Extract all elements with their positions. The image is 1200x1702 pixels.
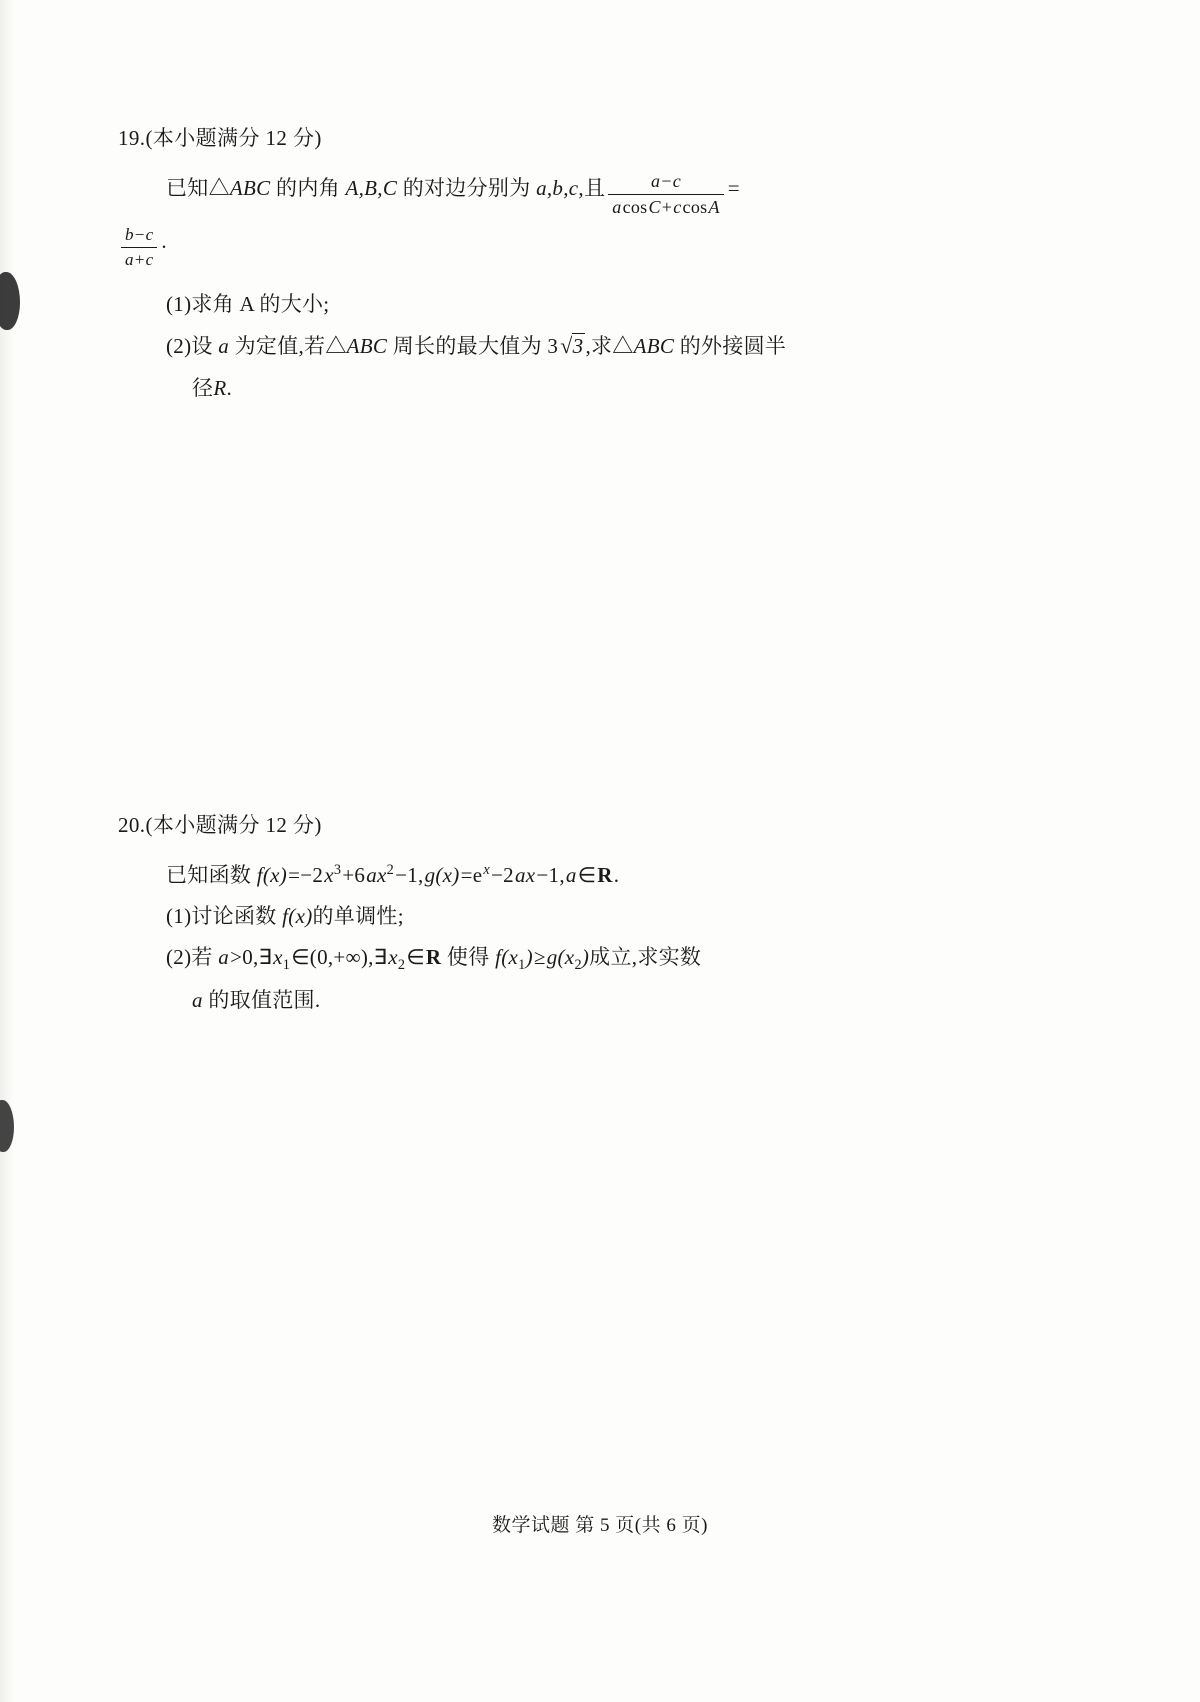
p20-text-a: 已知函数 — [166, 862, 257, 887]
radius-R: R — [213, 375, 227, 400]
fraction-left-denominator — [608, 195, 723, 219]
p20-plus-6: +6 — [342, 862, 366, 887]
p20-part3-text: 的取值范围. — [202, 987, 321, 1012]
var-x1: x — [273, 944, 283, 969]
problem-19-statement — [166, 168, 1078, 218]
real-numbers-symbol-2: R — [425, 944, 442, 969]
problem-19-part-1: (1)求角 A 的大小; — [166, 291, 330, 316]
statement-text-3: 的对边分别为 — [397, 176, 537, 200]
p20-part1-text-b: 的单调性; — [312, 903, 404, 928]
denominator-cos2: cos — [682, 196, 708, 217]
function-f-arg: (x) — [262, 862, 288, 887]
p20-interval-1: ∈(0,+∞),∃ — [291, 944, 388, 969]
p20-eq-2: =e — [460, 862, 483, 887]
problem-19-part-2-cont — [166, 368, 1078, 409]
triangle-symbol: △ — [208, 176, 230, 200]
problem-19 — [118, 122, 1078, 409]
subscript-2: 2 — [397, 956, 406, 973]
problem-20-statement — [166, 855, 1078, 896]
p20-part2-f: f — [495, 944, 502, 969]
p20-part1-f: f — [282, 903, 289, 928]
greater-equal-symbol: ≥ — [533, 944, 546, 969]
statement-text-lead: 已知 — [166, 176, 209, 200]
exponent-2: 2 — [386, 861, 395, 878]
part2-text-b: 为定值,若△ — [229, 333, 347, 358]
p20-period: . — [613, 862, 620, 887]
p20-element-of-2: ∈ — [406, 944, 425, 969]
problem-19-part-2 — [166, 325, 1078, 368]
angles-label: A,B,C — [345, 176, 398, 200]
part2-text-a: (2)设 — [166, 333, 219, 358]
fraction-right — [121, 224, 157, 270]
radical-sign: √ — [560, 332, 573, 358]
fraction-left — [608, 170, 723, 218]
statement-text-2: 的内角 — [270, 176, 346, 200]
p20-part1-fx: (x) — [288, 903, 313, 928]
problem-19-body — [118, 168, 1078, 409]
term-ax-squared: ax — [366, 862, 387, 887]
var-x2: x — [388, 944, 398, 969]
p20-part2-tail: 成立,求实数 — [589, 944, 702, 969]
vertical-work-space — [118, 409, 1078, 809]
p20-part2-text-a: (2)若 — [166, 944, 219, 969]
exponent-3: 3 — [333, 861, 342, 878]
part2-cont-text: 径 — [192, 375, 214, 400]
denominator-a: a — [612, 196, 622, 217]
fraction-right-denominator: a+c — [125, 249, 154, 269]
function-f: f — [256, 862, 263, 887]
denominator-c: c — [673, 196, 682, 217]
part2-abc-2: ABC — [633, 333, 675, 358]
scan-blot-artifact — [0, 272, 20, 330]
p20-part2-a: a — [218, 944, 230, 969]
scan-edge-artifact — [0, 0, 14, 1702]
p20-eq-1: =−2 — [288, 862, 324, 887]
problem-20 — [118, 809, 1078, 1021]
p20-part2-mid: 使得 — [441, 944, 496, 969]
term-ax: ax — [514, 862, 536, 887]
function-g-arg: (x) — [435, 862, 460, 887]
function-g: g — [424, 862, 436, 887]
triangle-abc-label: ABC — [229, 176, 271, 200]
subscript-2b: 2 — [574, 956, 582, 973]
part2-var-a: a — [218, 333, 230, 358]
p20-part2-gx2: (x — [557, 944, 575, 969]
subscript-1b: 1 — [518, 956, 526, 973]
real-numbers-symbol: R — [597, 862, 613, 887]
part2-text-e: 的外接圆半 — [674, 333, 787, 358]
p20-part2-gcl: ) — [581, 944, 590, 969]
p20-part2-fcl: ) — [525, 944, 533, 969]
page-content — [118, 122, 1078, 1021]
subscript-1: 1 — [282, 956, 291, 973]
denominator-cos1: cos — [622, 196, 648, 217]
denominator-plus: + — [661, 196, 673, 217]
part2-cont-period: . — [226, 375, 233, 400]
problem-20-body — [118, 855, 1078, 1021]
part2-text-c: 周长的最大值为 3 — [387, 333, 559, 358]
p20-part3-a: a — [192, 987, 203, 1012]
p20-part2-fx1: (x — [501, 944, 519, 969]
param-a: a — [565, 862, 577, 887]
fraction-left-numerator: a−c — [608, 170, 723, 195]
p20-minus-2: −2 — [491, 862, 514, 887]
problem-20-part-2-cont — [166, 980, 1078, 1021]
problem-20-part-1 — [166, 896, 1078, 937]
p20-minus-1b: −1, — [536, 862, 565, 887]
problem-20-heading: 20.(本小题满分 12 分) — [118, 812, 322, 837]
page-footer: 数学试题 第 5 页(共 6 页) — [492, 1515, 708, 1536]
radicand: 3 — [572, 333, 584, 358]
denominator-A: A — [708, 196, 720, 217]
sides-label: a,b,c — [536, 176, 579, 200]
part2-text-d: ,求△ — [585, 333, 634, 358]
sqrt-3 — [558, 325, 585, 368]
p20-part2-g: g — [546, 944, 558, 969]
element-of-symbol: ∈ — [577, 862, 597, 887]
p20-part1-text-a: (1)讨论函数 — [166, 903, 283, 928]
fraction-right-numerator: b−c — [121, 224, 157, 247]
statement-text-4: ,且 — [578, 176, 606, 200]
denominator-C: C — [648, 196, 661, 217]
exponent-x: x — [483, 861, 491, 878]
period-mark: . — [161, 228, 167, 253]
problem-19-equation-rhs — [118, 224, 1078, 270]
p20-part2-gt: >0,∃ — [230, 944, 273, 969]
problem-20-part-2 — [166, 937, 1078, 980]
p20-minus-1: −1, — [395, 862, 424, 887]
part2-abc: ABC — [346, 333, 388, 358]
equals-sign: = — [727, 176, 740, 200]
problem-19-heading: 19.(本小题满分 12 分) — [118, 126, 322, 150]
term-x-cubed: x — [324, 862, 334, 887]
